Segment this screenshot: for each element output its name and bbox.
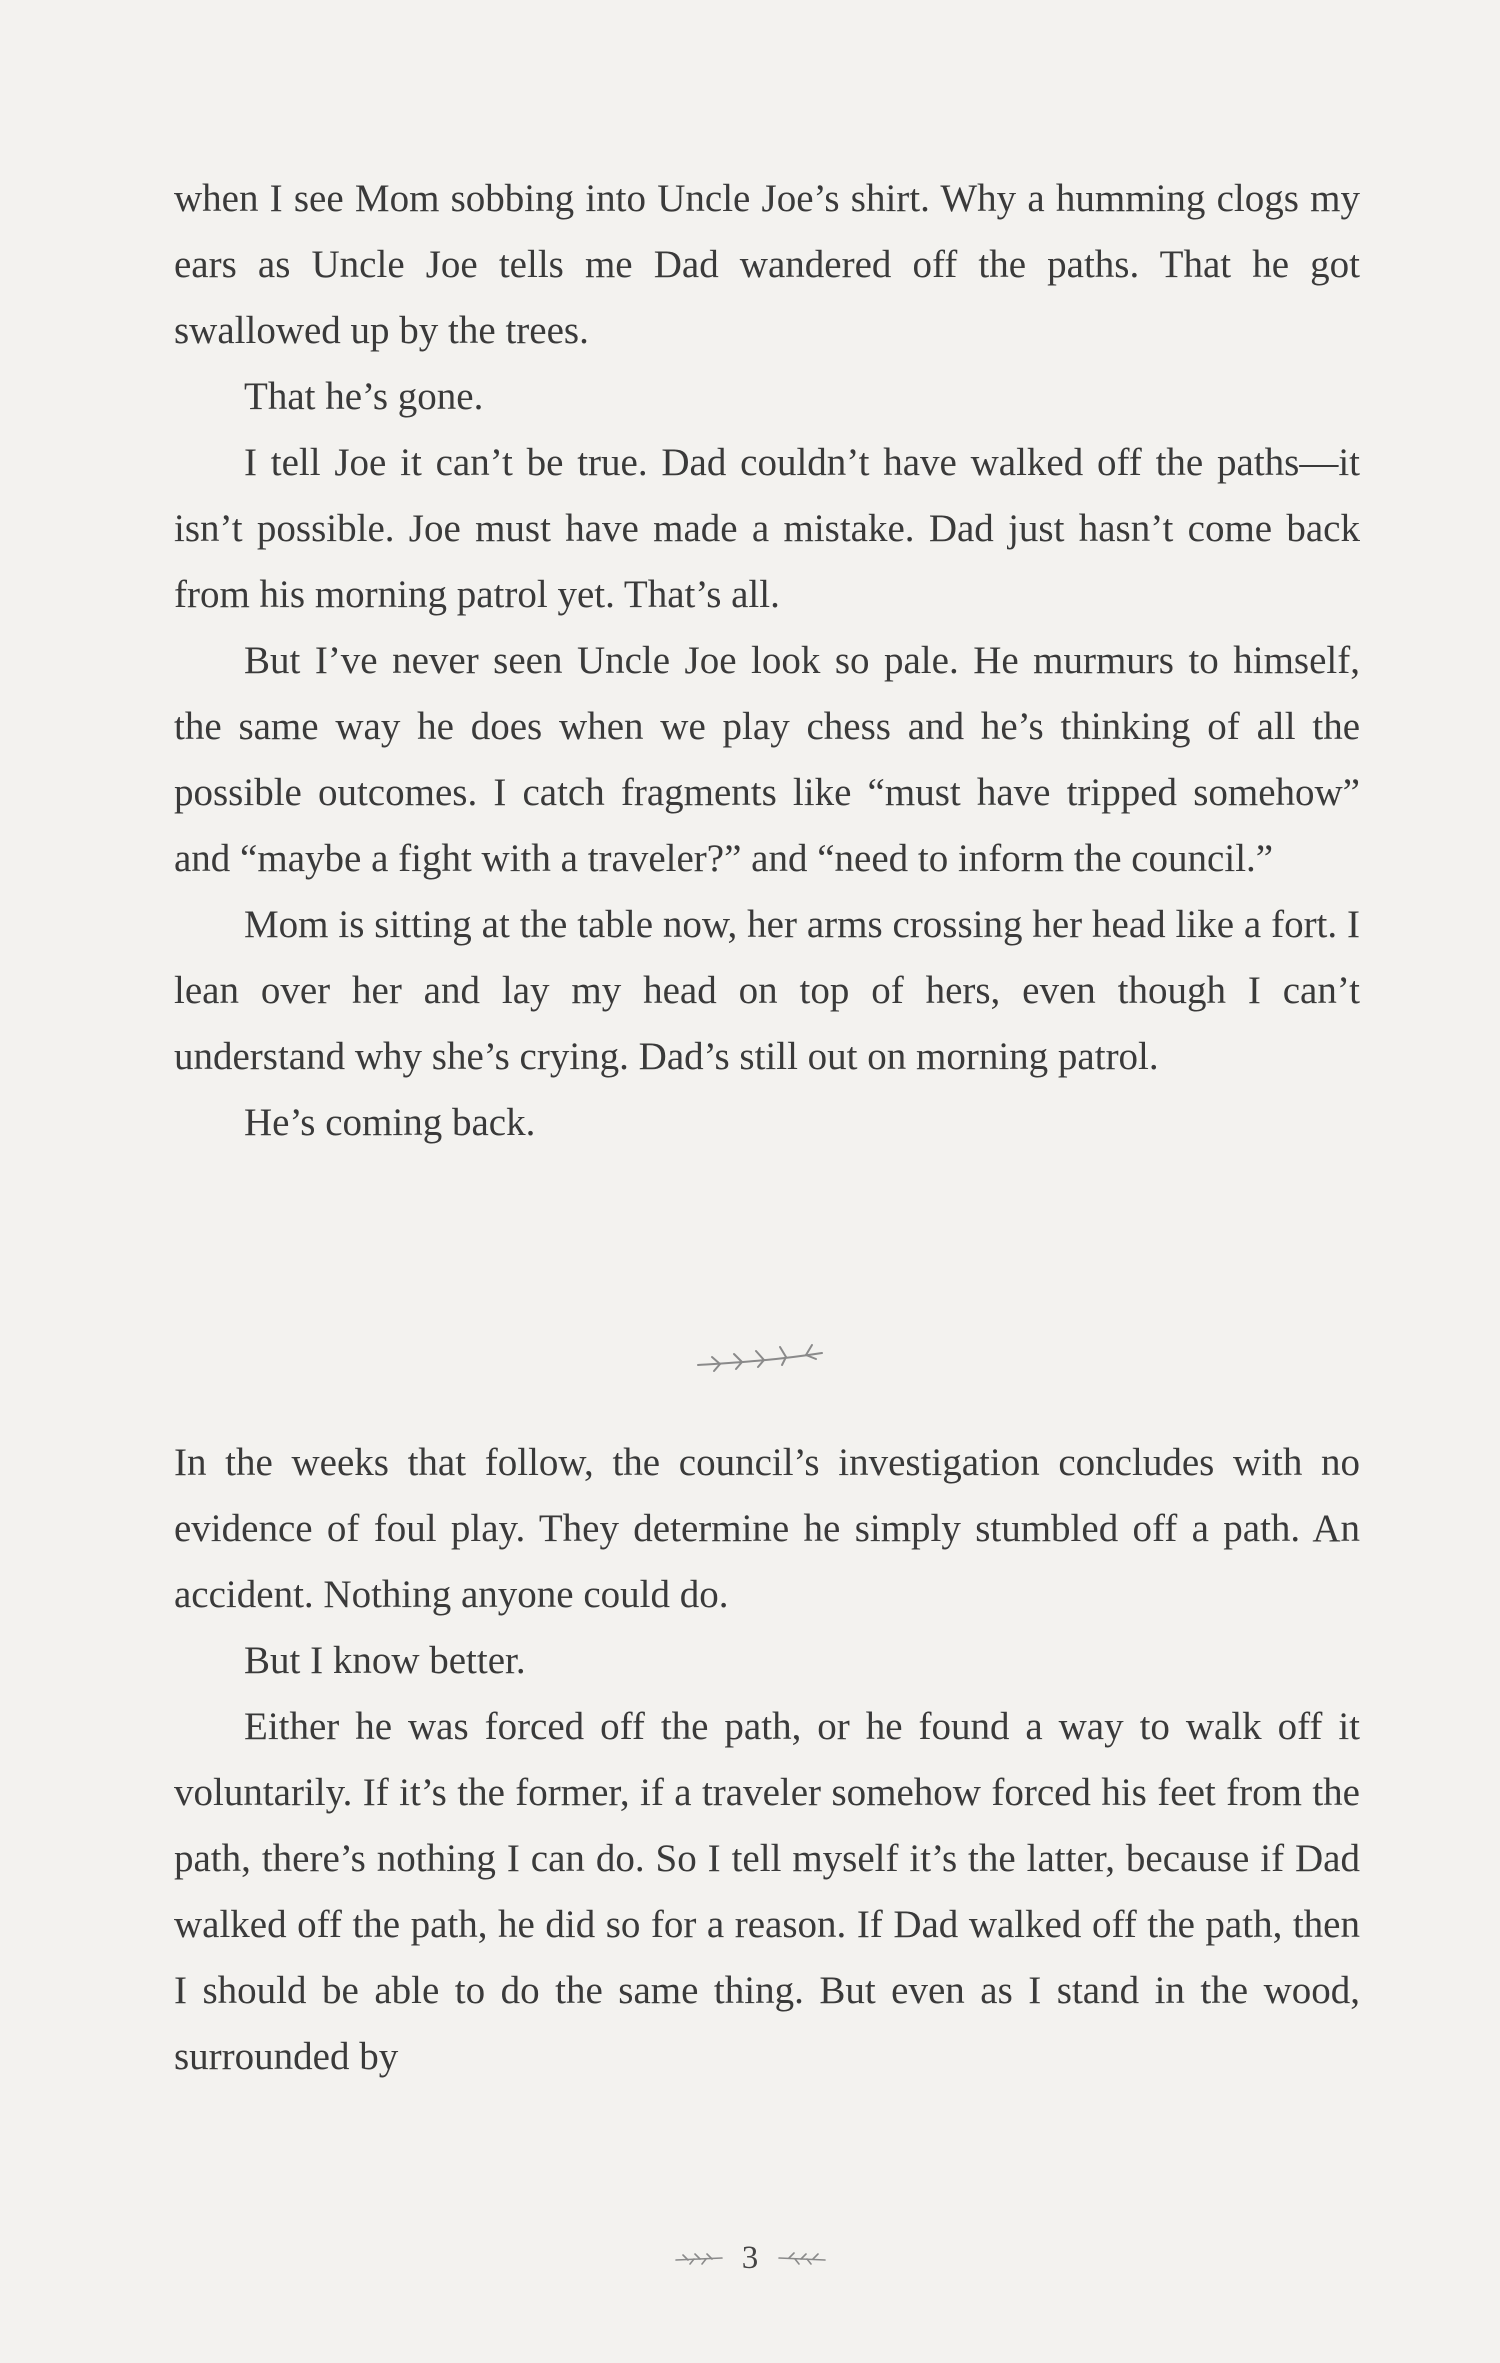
page-footer <box>0 2238 1500 2277</box>
text-section-1 <box>174 166 1360 1156</box>
paragraph: I tell Joe it can’t be true. Dad couldn’t have walked off the paths—it isn’t possible. Joe must have made a mistake. Dad just hasn’t come back from his morning patrol yet. That’s all. <box>174 441 1360 616</box>
paragraph: Mom is sitting at the table now, her arms crossing her head like a fort. I lean over her and lay my head on top of hers, even though I can’t understand why she’s crying. Dad’s still out on morning patrol. <box>174 903 1360 1078</box>
left-flourish-icon <box>672 2248 726 2268</box>
paragraph: But I know better. <box>244 1639 526 1682</box>
right-flourish-icon <box>775 2248 829 2268</box>
paragraph: But I’ve never seen Uncle Joe look so pale. He murmurs to himself, the same way he does when we play chess and he’s thinking of all the possible outcomes. I catch fragments like “must have tripped somehow” and “maybe a fight with a traveler?” and “need to inform the council.” <box>174 639 1360 880</box>
paragraph: Either he was forced off the path, or he found a way to walk off it voluntarily. If it’s the former, if a traveler somehow forced his feet from the path, there’s nothing I can do. So I tell myself it’s the latter, because if Dad walked off the path, he did so for a reason. If Dad walked off the path, then I should be able to do the same thing. But even as I stand in the wood, surrounded by <box>174 1705 1360 2078</box>
page-number: 3 <box>741 2239 759 2276</box>
sprig-ornament-icon <box>690 1335 830 1385</box>
paragraph: That he’s gone. <box>244 375 484 418</box>
text-section-2 <box>174 1430 1360 2090</box>
paragraph: when I see Mom sobbing into Uncle Joe’s shirt. Why a humming clogs my ears as Uncle Joe tells me Dad wandered off the paths. That he got swallowed up by the trees. <box>174 177 1360 352</box>
paragraph: He’s coming back. <box>244 1101 536 1144</box>
paragraph: In the weeks that follow, the council’s investigation concludes with no evidence of foul play. They determine he simply stumbled off a path. An accident. Nothing anyone could do. <box>174 1441 1360 1616</box>
